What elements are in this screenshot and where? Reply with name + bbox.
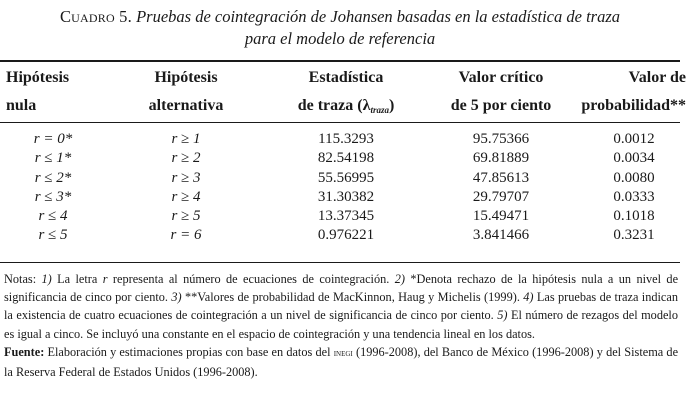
cell-nula: r ≤ 1* [34, 150, 72, 167]
cell-nula: r ≤ 2* [34, 169, 72, 186]
notes-paragraph [4, 270, 678, 343]
header-prob-1: Valor de [628, 69, 686, 86]
source-inegi: inegi [333, 347, 353, 359]
note-3-number: 3) [171, 290, 182, 305]
note-1-symbol: r [102, 272, 108, 286]
cell-nula: r ≤ 5 [38, 227, 68, 244]
header-critico-2: de 5 por ciento [450, 97, 552, 114]
note-5-text: El número de rezagos del modelo es igual a cinco. Se incluyó una constante en el espacio de cointegración y una tendencia lineal en los datos. [4, 308, 678, 341]
cointegration-table [0, 64, 692, 246]
note-1-text-a: La letra [57, 272, 98, 286]
cell-traza: 0.976221 [317, 227, 375, 244]
header-row-2 [0, 92, 692, 124]
table-caption [0, 6, 680, 50]
cell-alternativa: r = 6 [170, 227, 202, 244]
header-critico-1: Valor crítico [458, 69, 544, 86]
header-alternativa-2: alternativa [148, 97, 224, 114]
top-rule [0, 60, 680, 62]
header-alternativa-1: Hipótesis [154, 69, 218, 86]
note-1-text-b: representa al número de ecuaciones de cointegración. [112, 272, 390, 286]
cell-prob: 0.0080 [613, 169, 655, 186]
note-4-number: 4) [523, 290, 534, 305]
cell-traza: 13.37345 [317, 208, 375, 225]
caption-text-1: Pruebas de cointegración de Johansen basadas en la estadística de traza [136, 7, 621, 26]
header-traza-2 [266, 92, 426, 124]
table-row [0, 226, 692, 245]
header-traza-subscript: traza [370, 105, 389, 115]
cell-alternativa: r ≥ 4 [171, 188, 201, 205]
cell-alternativa: r ≥ 3 [171, 169, 201, 186]
table-row [0, 149, 692, 168]
cell-traza: 82.54198 [317, 150, 375, 167]
source-text-b: (1996-2008), del Banco de México (1996-2008) y del Sistema de la Reserva Federal de Estados Unidos (1996-2008). [4, 344, 679, 380]
notes-label: Notas: [4, 272, 37, 286]
cell-traza: 31.30382 [317, 188, 375, 205]
bottom-rule [0, 262, 680, 263]
caption-line-2: para el modelo de referencia [244, 29, 436, 48]
header-traza-1: Estadística [308, 69, 384, 86]
cell-critico: 95.75366 [472, 131, 530, 147]
cell-traza: 55.56995 [317, 169, 375, 186]
cell-alternativa: r ≥ 5 [171, 208, 201, 225]
cell-prob: 0.0012 [613, 131, 655, 147]
note-1-number: 1) [41, 272, 52, 286]
table-row [0, 130, 692, 149]
table-notes [4, 270, 678, 381]
cell-prob: 0.3231 [613, 227, 655, 244]
cell-prob: 0.0333 [613, 188, 655, 205]
header-prob-2: probabilidad** [581, 97, 686, 114]
note-3-text: **Valores de probabilidad de MacKinnon, Haug y Michelis (1999). [184, 290, 520, 305]
header-row-1 [0, 64, 692, 92]
cell-critico: 15.49471 [472, 208, 530, 225]
note-2-text: *Denota rechazo de la hipótesis nula a un nivel de significancia de cinco por ciento. [4, 272, 679, 305]
header-traza-close: ) [388, 97, 395, 114]
table-row [0, 207, 692, 226]
source-paragraph [4, 343, 678, 381]
cell-nula: r = 0* [33, 131, 73, 147]
cell-prob: 0.0034 [613, 150, 655, 167]
table-row [0, 188, 692, 207]
cell-prob: 0.1018 [613, 208, 655, 225]
cell-alternativa: r ≥ 1 [171, 131, 201, 147]
cell-critico: 47.85613 [472, 169, 530, 186]
note-4-text: Las pruebas de traza indican la existencia de cuatro ecuaciones de cointegración a un nivel de significancia de cinco por ciento. [4, 290, 678, 323]
table-row [0, 169, 692, 188]
cell-traza: 115.3293 [318, 131, 374, 147]
source-label: Fuente: [4, 344, 45, 359]
cell-nula: r ≤ 4 [38, 208, 68, 225]
cell-alternativa: r ≥ 2 [171, 150, 201, 167]
cell-critico: 69.81889 [472, 150, 530, 167]
cell-critico: 3.841466 [472, 227, 530, 244]
caption-label: Cuadro 5. [59, 7, 132, 26]
source-text-a: Elaboración y estimaciones propias con base en datos del [47, 344, 331, 359]
header-nula-1: Hipótesis [6, 69, 70, 86]
cell-nula: r ≤ 3* [34, 188, 72, 205]
note-2-number: 2) [394, 272, 405, 286]
header-nula-2: nula [6, 97, 37, 114]
caption-line-1 [0, 6, 680, 28]
header-traza-2-text: de traza (λ [297, 97, 371, 114]
note-5-number: 5) [497, 308, 508, 323]
cell-critico: 29.79707 [472, 188, 530, 205]
